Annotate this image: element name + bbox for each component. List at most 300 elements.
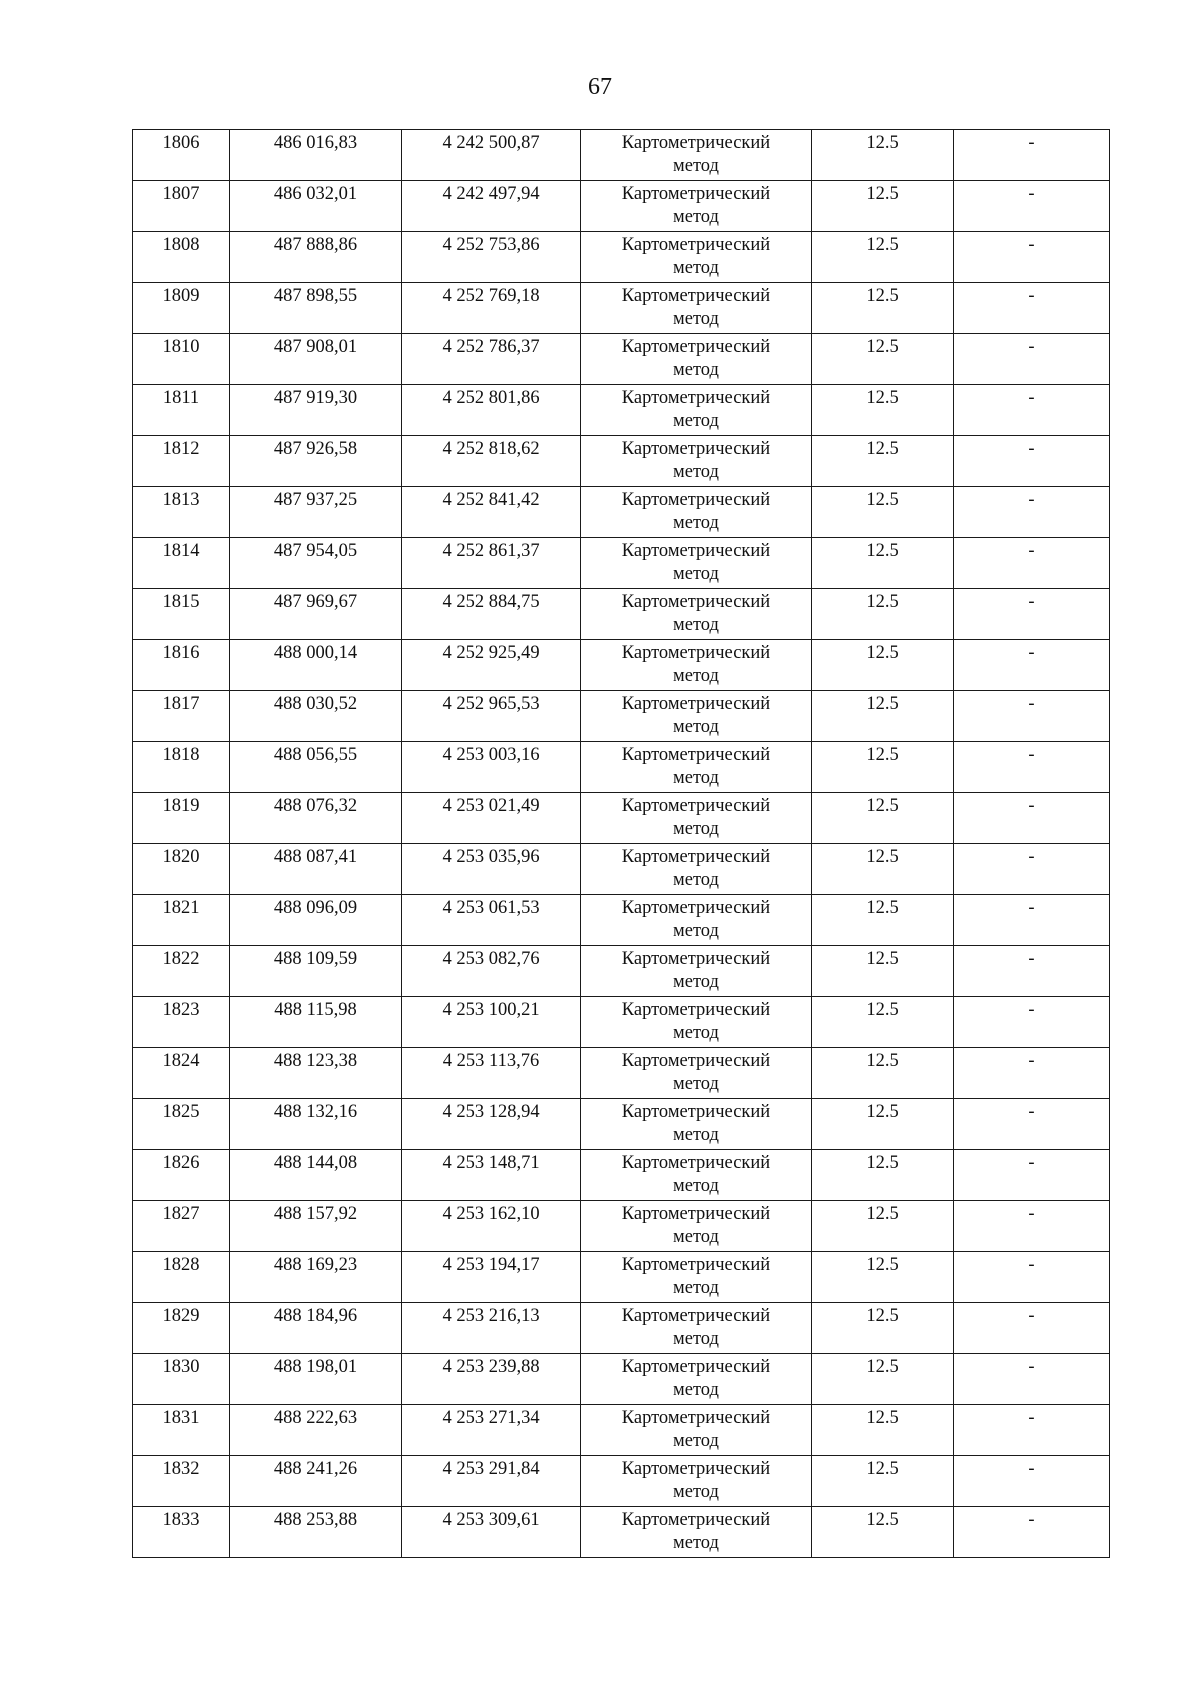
- point-number-text: 1819: [162, 796, 200, 816]
- note-text: -: [1028, 1102, 1035, 1122]
- method-cell: [581, 1201, 812, 1252]
- y-coordinate-text: 4 252 925,49: [442, 643, 540, 663]
- x-coordinate-cell: [230, 385, 402, 436]
- y-coordinate-text: 4 252 786,37: [442, 337, 540, 357]
- accuracy-text: 12.5: [866, 337, 899, 357]
- accuracy-text: 12.5: [866, 1510, 899, 1530]
- y-coordinate-text: 4 253 148,71: [442, 1153, 540, 1173]
- note-cell: [954, 844, 1110, 895]
- x-coordinate-cell: [230, 1150, 402, 1201]
- note-cell: [954, 1405, 1110, 1456]
- x-coordinate-cell: [230, 487, 402, 538]
- point-number-text: 1806: [162, 133, 200, 153]
- x-coordinate-text: 488 087,41: [273, 847, 358, 867]
- method-text-line-1: Картометрический: [621, 592, 771, 612]
- y-coordinate-cell: [402, 1099, 581, 1150]
- accuracy-text: 12.5: [866, 133, 899, 153]
- y-coordinate-cell: [402, 436, 581, 487]
- x-coordinate-cell: [230, 1456, 402, 1507]
- note-text: -: [1028, 1510, 1035, 1530]
- y-coordinate-cell: [402, 1252, 581, 1303]
- method-cell: [581, 334, 812, 385]
- accuracy-cell: [812, 385, 954, 436]
- y-coordinate-cell: [402, 1150, 581, 1201]
- accuracy-cell: [812, 946, 954, 997]
- y-coordinate-cell: [402, 1456, 581, 1507]
- accuracy-cell: [812, 1303, 954, 1354]
- x-coordinate-cell: [230, 538, 402, 589]
- note-text: -: [1028, 1204, 1035, 1224]
- point-number-text: 1822: [162, 949, 200, 969]
- x-coordinate-cell: [230, 1099, 402, 1150]
- note-text: -: [1028, 490, 1035, 510]
- method-text-line-1: Картометрический: [621, 949, 771, 969]
- point-number-cell: [133, 844, 230, 895]
- table-body: [133, 130, 1110, 1558]
- accuracy-cell: [812, 844, 954, 895]
- point-number-text: 1812: [162, 439, 200, 459]
- accuracy-text: 12.5: [866, 694, 899, 714]
- x-coordinate-cell: [230, 844, 402, 895]
- x-coordinate-cell: [230, 181, 402, 232]
- table-row: [133, 334, 1110, 385]
- y-coordinate-text: 4 253 239,88: [442, 1357, 540, 1377]
- point-number-cell: [133, 793, 230, 844]
- y-coordinate-cell: [402, 691, 581, 742]
- point-number-text: 1821: [162, 898, 200, 918]
- table-row: [133, 181, 1110, 232]
- accuracy-text: 12.5: [866, 388, 899, 408]
- note-text: -: [1028, 337, 1035, 357]
- x-coordinate-cell: [230, 436, 402, 487]
- accuracy-cell: [812, 895, 954, 946]
- point-number-text: 1814: [162, 541, 200, 561]
- note-cell: [954, 1252, 1110, 1303]
- point-number-cell: [133, 742, 230, 793]
- y-coordinate-cell: [402, 283, 581, 334]
- method-text-line-1: Картометрический: [621, 1408, 771, 1428]
- method-text-line-1: Картометрический: [621, 337, 771, 357]
- table-row: [133, 1150, 1110, 1201]
- y-coordinate-text: 4 253 061,53: [442, 898, 540, 918]
- method-text-line-2: метод: [673, 1125, 719, 1145]
- method-text-line-2: метод: [673, 309, 719, 329]
- x-coordinate-cell: [230, 1048, 402, 1099]
- y-coordinate-cell: [402, 181, 581, 232]
- y-coordinate-cell: [402, 742, 581, 793]
- note-cell: [954, 1048, 1110, 1099]
- point-number-text: 1808: [162, 235, 200, 255]
- x-coordinate-cell: [230, 1354, 402, 1405]
- note-cell: [954, 589, 1110, 640]
- method-text-line-1: Картометрический: [621, 133, 771, 153]
- point-number-text: 1827: [162, 1204, 200, 1224]
- table-row: [133, 130, 1110, 181]
- method-cell: [581, 691, 812, 742]
- method-text-line-2: метод: [673, 1023, 719, 1043]
- y-coordinate-text: 4 252 841,42: [442, 490, 540, 510]
- accuracy-cell: [812, 130, 954, 181]
- point-number-cell: [133, 1354, 230, 1405]
- table-row: [133, 691, 1110, 742]
- y-coordinate-cell: [402, 997, 581, 1048]
- method-text-line-2: метод: [673, 615, 719, 635]
- x-coordinate-text: 488 096,09: [273, 898, 358, 918]
- note-text: -: [1028, 1357, 1035, 1377]
- accuracy-text: 12.5: [866, 1204, 899, 1224]
- note-text: -: [1028, 286, 1035, 306]
- method-cell: [581, 181, 812, 232]
- point-number-text: 1815: [162, 592, 200, 612]
- accuracy-text: 12.5: [866, 1306, 899, 1326]
- method-text-line-2: метод: [673, 156, 719, 176]
- point-number-cell: [133, 640, 230, 691]
- note-cell: [954, 385, 1110, 436]
- y-coordinate-text: 4 253 113,76: [442, 1051, 540, 1071]
- y-coordinate-text: 4 252 801,86: [442, 388, 540, 408]
- x-coordinate-text: 488 109,59: [273, 949, 358, 969]
- point-number-cell: [133, 487, 230, 538]
- x-coordinate-text: 488 169,23: [273, 1255, 358, 1275]
- accuracy-text: 12.5: [866, 184, 899, 204]
- x-coordinate-text: 488 157,92: [273, 1204, 358, 1224]
- method-text-line-2: метод: [673, 207, 719, 227]
- point-number-cell: [133, 538, 230, 589]
- x-coordinate-cell: [230, 334, 402, 385]
- x-coordinate-cell: [230, 1405, 402, 1456]
- x-coordinate-text: 488 000,14: [273, 643, 358, 663]
- accuracy-cell: [812, 997, 954, 1048]
- method-text-line-1: Картометрический: [621, 235, 771, 255]
- method-cell: [581, 1405, 812, 1456]
- note-cell: [954, 1303, 1110, 1354]
- method-text-line-2: метод: [673, 258, 719, 278]
- method-text-line-1: Картометрический: [621, 1306, 771, 1326]
- point-number-cell: [133, 895, 230, 946]
- note-text: -: [1028, 541, 1035, 561]
- y-coordinate-cell: [402, 1354, 581, 1405]
- y-coordinate-text: 4 253 194,17: [442, 1255, 540, 1275]
- x-coordinate-text: 487 898,55: [273, 286, 358, 306]
- method-text-line-2: метод: [673, 819, 719, 839]
- note-cell: [954, 946, 1110, 997]
- y-coordinate-cell: [402, 538, 581, 589]
- note-text: -: [1028, 694, 1035, 714]
- note-text: -: [1028, 745, 1035, 765]
- method-text-line-2: метод: [673, 921, 719, 941]
- table-row: [133, 1354, 1110, 1405]
- method-text-line-2: метод: [673, 768, 719, 788]
- method-cell: [581, 538, 812, 589]
- method-text-line-1: Картометрический: [621, 796, 771, 816]
- method-cell: [581, 1099, 812, 1150]
- y-coordinate-text: 4 253 309,61: [442, 1510, 540, 1530]
- method-text-line-1: Картометрический: [621, 1000, 771, 1020]
- y-coordinate-text: 4 253 216,13: [442, 1306, 540, 1326]
- method-text-line-2: метод: [673, 564, 719, 584]
- method-text-line-1: Картометрический: [621, 745, 771, 765]
- accuracy-text: 12.5: [866, 898, 899, 918]
- table-row: [133, 589, 1110, 640]
- point-number-cell: [133, 691, 230, 742]
- x-coordinate-text: 488 115,98: [274, 1000, 357, 1020]
- note-text: -: [1028, 1255, 1035, 1275]
- point-number-text: 1833: [162, 1510, 200, 1530]
- accuracy-cell: [812, 436, 954, 487]
- accuracy-cell: [812, 1150, 954, 1201]
- note-text: -: [1028, 1153, 1035, 1173]
- method-cell: [581, 130, 812, 181]
- x-coordinate-text: 487 919,30: [273, 388, 358, 408]
- point-number-cell: [133, 946, 230, 997]
- y-coordinate-cell: [402, 1201, 581, 1252]
- x-coordinate-text: 488 144,08: [273, 1153, 358, 1173]
- method-cell: [581, 232, 812, 283]
- method-text-line-1: Картометрический: [621, 1357, 771, 1377]
- accuracy-cell: [812, 589, 954, 640]
- method-text-line-2: метод: [673, 1380, 719, 1400]
- note-cell: [954, 742, 1110, 793]
- page-number: 67: [588, 74, 612, 100]
- point-number-cell: [133, 385, 230, 436]
- y-coordinate-cell: [402, 130, 581, 181]
- point-number-cell: [133, 232, 230, 283]
- table-row: [133, 1405, 1110, 1456]
- method-text-line-1: Картометрический: [621, 1459, 771, 1479]
- note-text: -: [1028, 643, 1035, 663]
- x-coordinate-text: 488 222,63: [273, 1408, 358, 1428]
- note-cell: [954, 1456, 1110, 1507]
- point-number-cell: [133, 1456, 230, 1507]
- note-text: -: [1028, 133, 1035, 153]
- accuracy-text: 12.5: [866, 541, 899, 561]
- y-coordinate-text: 4 242 497,94: [442, 184, 540, 204]
- table-row: [133, 1252, 1110, 1303]
- accuracy-text: 12.5: [866, 286, 899, 306]
- point-number-text: 1810: [162, 337, 200, 357]
- y-coordinate-text: 4 253 291,84: [442, 1459, 540, 1479]
- accuracy-text: 12.5: [866, 1357, 899, 1377]
- x-coordinate-cell: [230, 1507, 402, 1558]
- note-cell: [954, 436, 1110, 487]
- x-coordinate-cell: [230, 1201, 402, 1252]
- method-text-line-2: метод: [673, 1176, 719, 1196]
- x-coordinate-text: 487 937,25: [273, 490, 358, 510]
- point-number-text: 1813: [162, 490, 200, 510]
- method-text-line-1: Картометрический: [621, 184, 771, 204]
- method-text-line-2: метод: [673, 1074, 719, 1094]
- note-text: -: [1028, 439, 1035, 459]
- point-number-cell: [133, 1048, 230, 1099]
- method-text-line-2: метод: [673, 1431, 719, 1451]
- note-text: -: [1028, 235, 1035, 255]
- x-coordinate-text: 488 241,26: [273, 1459, 358, 1479]
- table-row: [133, 997, 1110, 1048]
- y-coordinate-cell: [402, 487, 581, 538]
- y-coordinate-cell: [402, 1405, 581, 1456]
- method-cell: [581, 1303, 812, 1354]
- method-cell: [581, 997, 812, 1048]
- point-number-text: 1816: [162, 643, 200, 663]
- method-text-line-1: Картометрический: [621, 694, 771, 714]
- point-number-cell: [133, 589, 230, 640]
- accuracy-cell: [812, 283, 954, 334]
- note-cell: [954, 793, 1110, 844]
- point-number-text: 1828: [162, 1255, 200, 1275]
- point-number-cell: [133, 283, 230, 334]
- point-number-cell: [133, 997, 230, 1048]
- point-number-cell: [133, 181, 230, 232]
- accuracy-text: 12.5: [866, 1000, 899, 1020]
- y-coordinate-cell: [402, 844, 581, 895]
- table-row: [133, 1507, 1110, 1558]
- table-row: [133, 538, 1110, 589]
- method-text-line-2: метод: [673, 1329, 719, 1349]
- method-cell: [581, 589, 812, 640]
- table-row: [133, 436, 1110, 487]
- point-number-text: 1829: [162, 1306, 200, 1326]
- method-cell: [581, 436, 812, 487]
- method-cell: [581, 1354, 812, 1405]
- point-number-text: 1823: [162, 1000, 200, 1020]
- x-coordinate-text: 486 016,83: [273, 133, 358, 153]
- method-cell: [581, 640, 812, 691]
- y-coordinate-cell: [402, 640, 581, 691]
- table-row: [133, 1303, 1110, 1354]
- accuracy-text: 12.5: [866, 439, 899, 459]
- y-coordinate-text: 4 253 162,10: [442, 1204, 540, 1224]
- point-number-text: 1820: [162, 847, 200, 867]
- y-coordinate-cell: [402, 1303, 581, 1354]
- x-coordinate-text: 487 926,58: [273, 439, 358, 459]
- x-coordinate-cell: [230, 793, 402, 844]
- method-cell: [581, 1150, 812, 1201]
- y-coordinate-cell: [402, 385, 581, 436]
- method-cell: [581, 844, 812, 895]
- table-row: [133, 232, 1110, 283]
- method-text-line-1: Картометрический: [621, 490, 771, 510]
- method-cell: [581, 895, 812, 946]
- accuracy-cell: [812, 334, 954, 385]
- point-number-cell: [133, 436, 230, 487]
- note-text: -: [1028, 388, 1035, 408]
- y-coordinate-cell: [402, 232, 581, 283]
- y-coordinate-text: 4 253 100,21: [442, 1000, 540, 1020]
- accuracy-cell: [812, 640, 954, 691]
- y-coordinate-text: 4 252 965,53: [442, 694, 540, 714]
- point-number-text: 1811: [162, 388, 200, 408]
- point-number-cell: [133, 1507, 230, 1558]
- accuracy-cell: [812, 538, 954, 589]
- note-text: -: [1028, 1459, 1035, 1479]
- method-cell: [581, 487, 812, 538]
- y-coordinate-text: 4 252 769,18: [442, 286, 540, 306]
- table-row: [133, 385, 1110, 436]
- note-text: -: [1028, 1000, 1035, 1020]
- method-text-line-1: Картометрический: [621, 286, 771, 306]
- table-row: [133, 1099, 1110, 1150]
- table-row: [133, 1048, 1110, 1099]
- point-number-cell: [133, 1099, 230, 1150]
- method-cell: [581, 1507, 812, 1558]
- method-text-line-1: Картометрический: [621, 847, 771, 867]
- note-cell: [954, 232, 1110, 283]
- y-coordinate-cell: [402, 589, 581, 640]
- accuracy-text: 12.5: [866, 490, 899, 510]
- note-text: -: [1028, 1051, 1035, 1071]
- note-text: -: [1028, 592, 1035, 612]
- accuracy-text: 12.5: [866, 1408, 899, 1428]
- note-text: -: [1028, 898, 1035, 918]
- method-text-line-2: метод: [673, 513, 719, 533]
- table-row: [133, 742, 1110, 793]
- note-text: -: [1028, 1408, 1035, 1428]
- accuracy-text: 12.5: [866, 1459, 899, 1479]
- accuracy-text: 12.5: [866, 949, 899, 969]
- point-number-text: 1831: [162, 1408, 200, 1428]
- method-text-line-2: метод: [673, 1533, 719, 1553]
- accuracy-cell: [812, 1048, 954, 1099]
- note-text: -: [1028, 796, 1035, 816]
- method-text-line-1: Картометрический: [621, 439, 771, 459]
- x-coordinate-text: 488 056,55: [273, 745, 358, 765]
- x-coordinate-text: 488 184,96: [273, 1306, 358, 1326]
- x-coordinate-text: 488 123,38: [273, 1051, 358, 1071]
- table-row: [133, 793, 1110, 844]
- y-coordinate-cell: [402, 793, 581, 844]
- method-text-line-1: Картометрический: [621, 898, 771, 918]
- y-coordinate-text: 4 252 753,86: [442, 235, 540, 255]
- method-text-line-1: Картометрический: [621, 541, 771, 561]
- x-coordinate-cell: [230, 640, 402, 691]
- accuracy-text: 12.5: [866, 847, 899, 867]
- accuracy-cell: [812, 487, 954, 538]
- note-cell: [954, 283, 1110, 334]
- note-cell: [954, 640, 1110, 691]
- method-text-line-1: Картометрический: [621, 1051, 771, 1071]
- note-cell: [954, 691, 1110, 742]
- y-coordinate-text: 4 253 035,96: [442, 847, 540, 867]
- x-coordinate-cell: [230, 232, 402, 283]
- method-text-line-1: Картометрический: [621, 1510, 771, 1530]
- point-number-cell: [133, 1201, 230, 1252]
- y-coordinate-text: 4 242 500,87: [442, 133, 540, 153]
- table-row: [133, 844, 1110, 895]
- method-text-line-1: Картометрический: [621, 388, 771, 408]
- method-text-line-1: Картометрический: [621, 643, 771, 663]
- note-cell: [954, 1099, 1110, 1150]
- point-number-cell: [133, 1150, 230, 1201]
- point-number-text: 1824: [162, 1051, 200, 1071]
- note-text: -: [1028, 184, 1035, 204]
- method-text-line-1: Картометрический: [621, 1153, 771, 1173]
- x-coordinate-cell: [230, 742, 402, 793]
- method-cell: [581, 793, 812, 844]
- point-number-text: 1807: [162, 184, 200, 204]
- y-coordinate-cell: [402, 334, 581, 385]
- method-text-line-2: метод: [673, 1278, 719, 1298]
- method-cell: [581, 283, 812, 334]
- x-coordinate-text: 488 030,52: [273, 694, 358, 714]
- y-coordinate-text: 4 253 128,94: [442, 1102, 540, 1122]
- accuracy-text: 12.5: [866, 1153, 899, 1173]
- x-coordinate-text: 488 253,88: [273, 1510, 358, 1530]
- accuracy-text: 12.5: [866, 1102, 899, 1122]
- method-text-line-1: Картометрический: [621, 1102, 771, 1122]
- note-text: -: [1028, 949, 1035, 969]
- x-coordinate-text: 487 908,01: [273, 337, 358, 357]
- accuracy-text: 12.5: [866, 643, 899, 663]
